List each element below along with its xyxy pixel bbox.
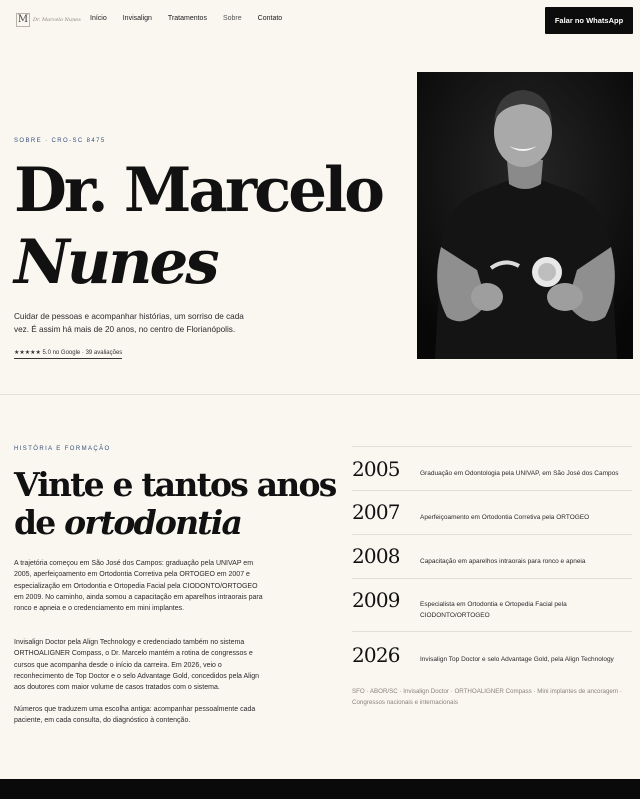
timeline-year: 2007 — [352, 500, 400, 524]
hero-title — [14, 155, 382, 299]
footer-band — [0, 779, 640, 799]
nav-item-tratamentos[interactable]: Tratamentos — [167, 15, 207, 22]
timeline-item — [352, 490, 632, 534]
timeline-year: 2009 — [352, 588, 400, 612]
timeline-text: Especialista em Ortodontia e Ortopedia Facial pela CIODONTO/ORTOGEO — [420, 601, 567, 619]
portrait-photo — [417, 72, 633, 359]
portrait-illustration-icon — [417, 72, 633, 359]
hero-title-line1: Dr. Marcelo — [14, 155, 382, 226]
timeline-item — [352, 578, 632, 631]
hero-title-line2: Nunes — [14, 227, 217, 298]
timeline-text: Graduação em Odontologia pela UNIVAP, em São José dos Campos — [420, 470, 619, 477]
main-nav — [90, 15, 298, 23]
google-rating-link[interactable]: ★★★★★ 5.0 no Google · 39 avaliações — [14, 349, 122, 359]
history-title-line2 — [14, 504, 335, 542]
history-title-line1: Vinte e tantos anos — [14, 465, 336, 504]
hero-description: Cuidar de pessoas e acompanhar histórias, um sorriso de cada vez. É assim há mais de 20 anos, no centro de Florianópolis. — [14, 312, 244, 334]
timeline-year: 2008 — [352, 544, 400, 568]
logo[interactable] — [16, 13, 81, 27]
nav-item-invisalign[interactable]: Invisalign — [122, 15, 152, 22]
history-title — [14, 466, 335, 542]
history-paragraph-1: A trajetória começou em São José dos Campos: graduação pela UNIVAP em 2005, aperfeiçoamento em Ortodontia Corretiva pela ORTOGEO em 2007 e especialização em Ortodontia e Ortopedia Facial pela CIODONTO/ORTOGEO em 2009. No caminho, ainda somou a capacitação em aparelhos intraorais para ronco e apneia e o credenciamento em mini implantes. — [14, 560, 263, 613]
hero-eyebrow: SOBRE · CRO-SC 8475 — [14, 138, 106, 144]
history-title-prefix: de — [14, 503, 65, 542]
whatsapp-button[interactable]: Falar no WhatsApp — [545, 7, 633, 34]
section-divider — [0, 394, 640, 395]
history-paragraph-2: Invisalign Doctor pela Align Technology e credenciado também no sistema ORTHOALIGNER Compass, o Dr. Marcelo mantém a rotina de congressos e cursos que acompanha desde o início da carreira. Em 2026, veio o reconhecimento de Top Doctor e o selo Advantage Gold, concedidos pela Align aos doutores com maior volume de casos tratados com o sistema. — [14, 639, 260, 692]
logo-mark-icon: M — [17, 14, 29, 25]
timeline-text: Invisalign Top Doctor e selo Advantage Gold, pela Align Technology — [420, 656, 614, 663]
nav-item-inicio[interactable]: Início — [90, 15, 107, 22]
logo-text: Dr. Marcelo Nunes — [33, 17, 81, 23]
timeline-item — [352, 631, 632, 676]
timeline-text: Capacitação em aparelhos intraorais para ronco e apneia — [420, 558, 586, 565]
timeline-year: 2026 — [352, 643, 400, 667]
timeline-year: 2005 — [352, 457, 400, 481]
history-paragraph-3: Números que traduzem uma escolha antiga: acompanhar pessoalmente cada paciente, em cada consulta, do diagnóstico à contenção. — [14, 706, 256, 725]
credentials-tags: SFO · ABOR/SC · Invisalign Doctor · ORTHOALIGNER Compass · Mini implantes de ancoragem · Congressos nacionais e internacionais — [352, 688, 622, 706]
nav-item-sobre[interactable]: Sobre — [222, 15, 242, 22]
nav-item-contato[interactable]: Contato — [257, 15, 283, 22]
history-title-italic: ortodontia — [64, 503, 242, 542]
site-header — [0, 0, 640, 40]
history-eyebrow: HISTÓRIA E FORMAÇÃO — [14, 446, 111, 452]
timeline-item — [352, 534, 632, 578]
timeline-item — [352, 446, 632, 490]
timeline-text: Aperfeiçoamento em Ortodontia Corretiva pela ORTOGEO — [420, 514, 590, 521]
